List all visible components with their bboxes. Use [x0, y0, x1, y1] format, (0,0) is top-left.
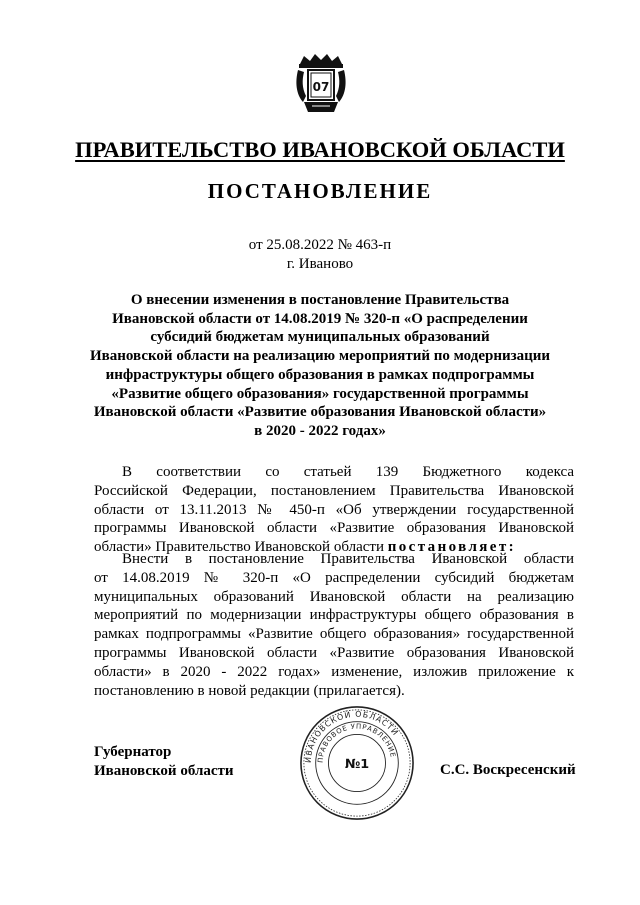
decree-word: постановляет:	[387, 539, 517, 556]
paragraph-line: В соответствии со статьей 139 Бюджетного кодекса	[122, 464, 574, 480]
subject-line: «Развитие общего образования» государственной программы	[111, 385, 529, 402]
seal-inner-text: ПРАВОВОЕ УПРАВЛЕНИЕ	[316, 722, 398, 764]
subject-line: О внесении изменения в постановление Правительства	[130, 292, 510, 308]
paragraph-line: программы Ивановской области «Развитие образования Ивановской	[94, 520, 574, 537]
document-city: г. Иваново	[286, 256, 354, 272]
paragraph-line: от 14.08.2019 № 320-п «О распределении субсидий бюджетам	[94, 569, 574, 586]
signatory-position	[94, 743, 234, 781]
subject-line: Ивановской области на реализацию мероприятий по модернизации	[90, 348, 551, 365]
subject-line: Ивановской области «Развитие образования Ивановской области»	[93, 404, 547, 421]
seal-outer-text: ИВАНОВСКОЙ ОБЛАСТИ	[303, 709, 401, 764]
operative-paragraph	[94, 550, 574, 700]
paragraph-line: области от 13.11.2013 № 450-п «Об утверждении государственной	[94, 501, 574, 518]
paragraph-line: Внести в постановление Правительства Ивановской области	[122, 551, 574, 567]
seal-number: №1	[344, 756, 370, 772]
subject-line: Ивановской области от 14.08.2019 № 320-п «О распределении	[112, 310, 528, 327]
emblem-number: 07	[312, 80, 330, 94]
paragraph-line: Российской Федерации, постановлением Правительства Ивановской	[94, 482, 574, 499]
preamble-paragraph	[94, 463, 574, 557]
document-subject	[90, 291, 550, 441]
paragraph-line: рамках подпрограммы «Развитие общего образования» государственной	[94, 626, 574, 643]
document-date-number: от 25.08.2022 № 463-п	[248, 237, 392, 253]
paragraph-line: мероприятий по модернизации инфраструктуры общего образования в	[94, 607, 574, 624]
subject-line: в 2020 - 2022 годах»	[254, 422, 386, 439]
subject-line: инфраструктуры общего образования в рамках подпрограммы	[105, 366, 535, 383]
organization-title: ПРАВИТЕЛЬСТВО ИВАНОВСКОЙ ОБЛАСТИ	[75, 137, 565, 162]
signatory-region: Ивановской области	[94, 763, 234, 779]
paragraph-line: муниципальных образований Ивановской области на реализацию	[94, 588, 574, 605]
paragraph-line: постановлению в новой редакции (прилагается).	[94, 682, 405, 699]
preamble-last-text: области» Правительство Ивановской области	[94, 539, 384, 556]
paragraph-line: программы Ивановской области «Развитие образования Ивановской	[94, 644, 574, 661]
paragraph-line: области» в 2020 - 2022 годах» изменение, изложив приложение к	[94, 663, 574, 680]
official-seal-icon	[298, 704, 416, 822]
document-type-heading: ПОСТАНОВЛЕНИЕ	[207, 179, 433, 203]
subject-line: субсидий бюджетам муниципальных образований	[150, 329, 490, 346]
signatory-name: С.С. Воскресенский	[440, 762, 576, 778]
signatory-title: Губернатор	[94, 744, 172, 760]
coat-of-arms-icon	[294, 52, 348, 116]
